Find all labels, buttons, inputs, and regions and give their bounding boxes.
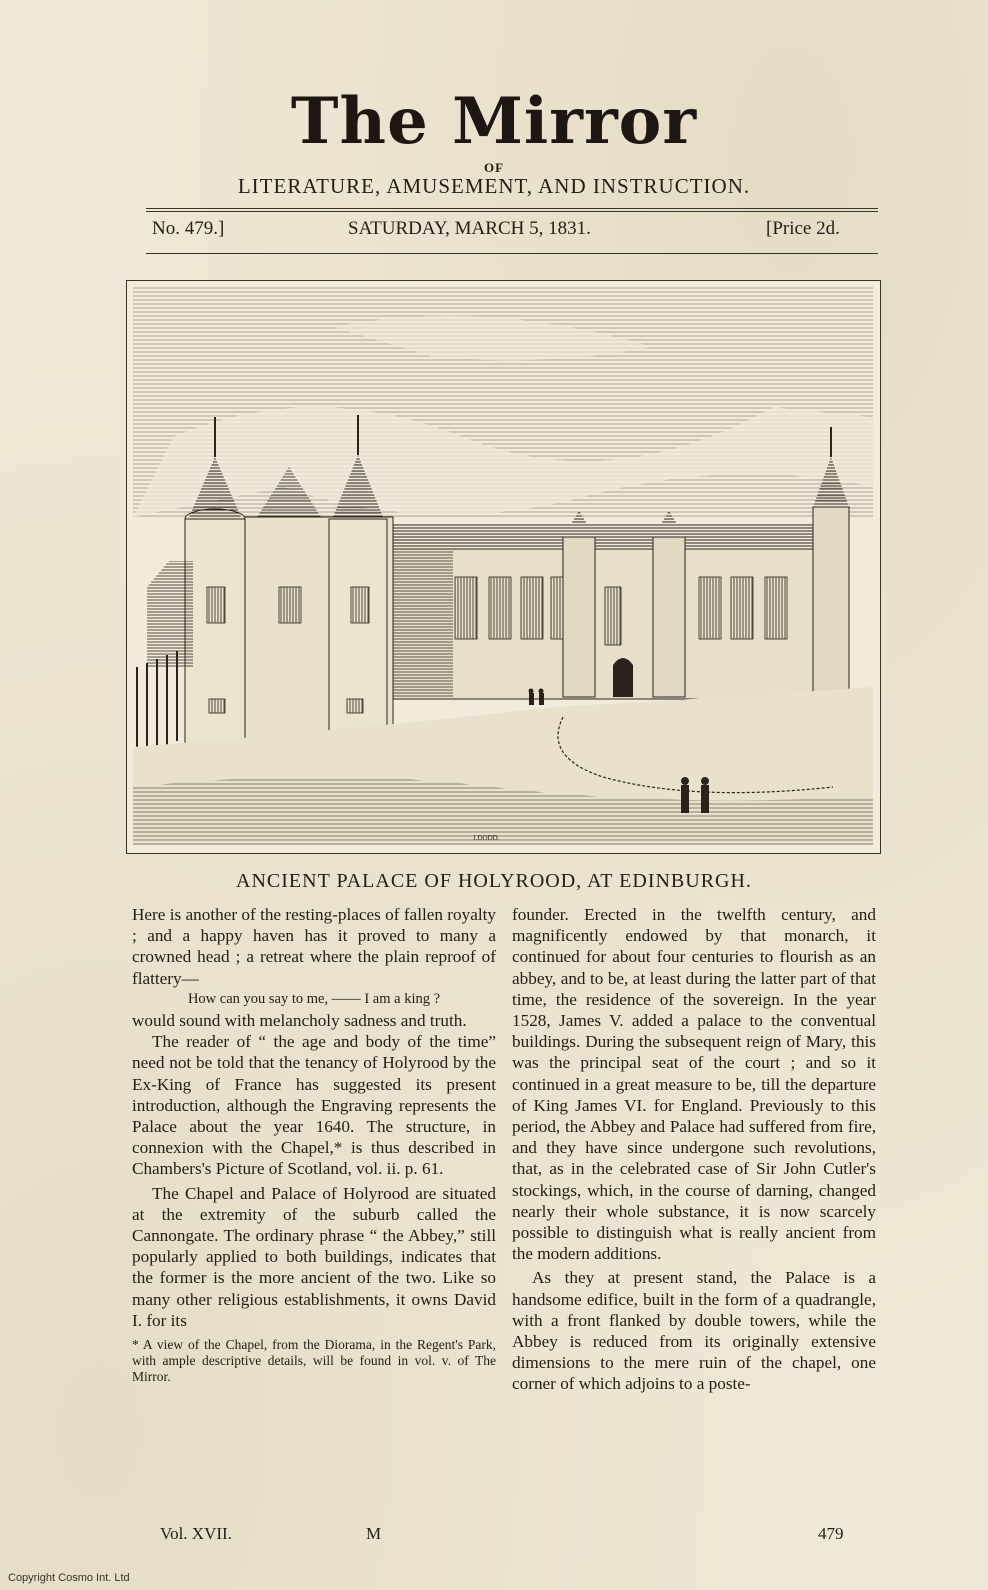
left-column [132,904,496,1385]
issue-number: No. 479.] [152,218,225,239]
right-paragraph-2: As they at present stand, the Palace is a handsome edifice, built in the form of a quadrangle, with a front flanked by double towers, while the Abbey is reduced from its originally extensive dimensions to the mere ruin of the chapel, one corner of which adjoins to a poste- [512,1268,876,1394]
masthead-subtitle: LITERATURE, AMUSEMENT, AND INSTRUCTION. [237,174,751,198]
figure-caption: ANCIENT PALACE OF HOLYROOD, AT EDINBURGH. [236,870,752,892]
right-column [512,904,876,1395]
rule-top [146,208,878,209]
palace-windows [455,577,787,645]
masthead-title: The Mirror [290,84,698,159]
masthead-of: OF [483,160,505,175]
verse-quote: How can you say to me, —— I am a king ? [187,990,441,1007]
left-paragraph-1-continued: would sound with melancholy sadness and truth. [132,1011,467,1031]
issue-date: SATURDAY, MARCH 5, 1831. [348,218,591,239]
issue-line [150,218,878,244]
left-paragraph-2: The reader of “ the age and body of the time” need not be told that the tenancy of Holyrood by the Ex-King of France has suggested its present introduction, although the Engraving represents the Palace about the year 1640. The structure, in connexion with the Chapel,* is thus described in Chambers's Picture of Scotland, vol. ii. p. 61. [132,1032,496,1179]
left-paragraph-3: The Chapel and Palace of Holyrood are situated at the extremity of the suburb called the Cannongate. The ordinary phrase “ the Abbey,” still popularly applied to both buildings, indicates that the former is the more ancient of the two. Like so many other religious establishments, it owns David I. for its [132,1183,496,1330]
signature-mark: M [366,1524,382,1543]
right-paragraph-1: founder. Erected in the twelfth century, and magnificently endowed by that monarch, it continued for about four centuries to flourish as an abbey, and to be, at least during the latter part of that time, the residence of the sovereign. In the year 1528, James V. added a palace to the conventual buildings. During the subsequent reign of Mary, this was the principal seat of the court ; and so it continued in a great measure to be, till the departure of King James VI. for England. Previously to this period, the Abbey and Palace had suffered from fire, and they have since undergone such revolutions, that, as in the celebrated case of Sir John Cutler's stockings, which, in the course of darning, changed nearly their whole substance, it is now scarcely possible to distinguish what is really ancient from the modern additions. [512,905,876,1264]
volume-label: Vol. XVII. [160,1524,232,1543]
engraving-frame [126,280,881,854]
footnote: * A view of the Chapel, from the Diorama, in the Regent's Park, with ample descriptive details, will be found in vol. v. of The Mirror. [132,1337,496,1385]
rule-top-double [146,211,878,212]
palace-engraving [133,287,873,845]
engraver-signature: J.DODD. [473,834,500,842]
left-paragraph-1: Here is another of the resting-places of fallen royalty ; and a happy haven has it proved to many a crowned head ; a retreat where the plain reproof of flattery— [132,905,496,988]
page-number: 479 [818,1524,844,1543]
copyright-watermark: Copyright Cosmo Int. Ltd [8,1572,130,1584]
issue-price: [Price 2d. [766,218,840,239]
rule-bottom [146,253,878,254]
